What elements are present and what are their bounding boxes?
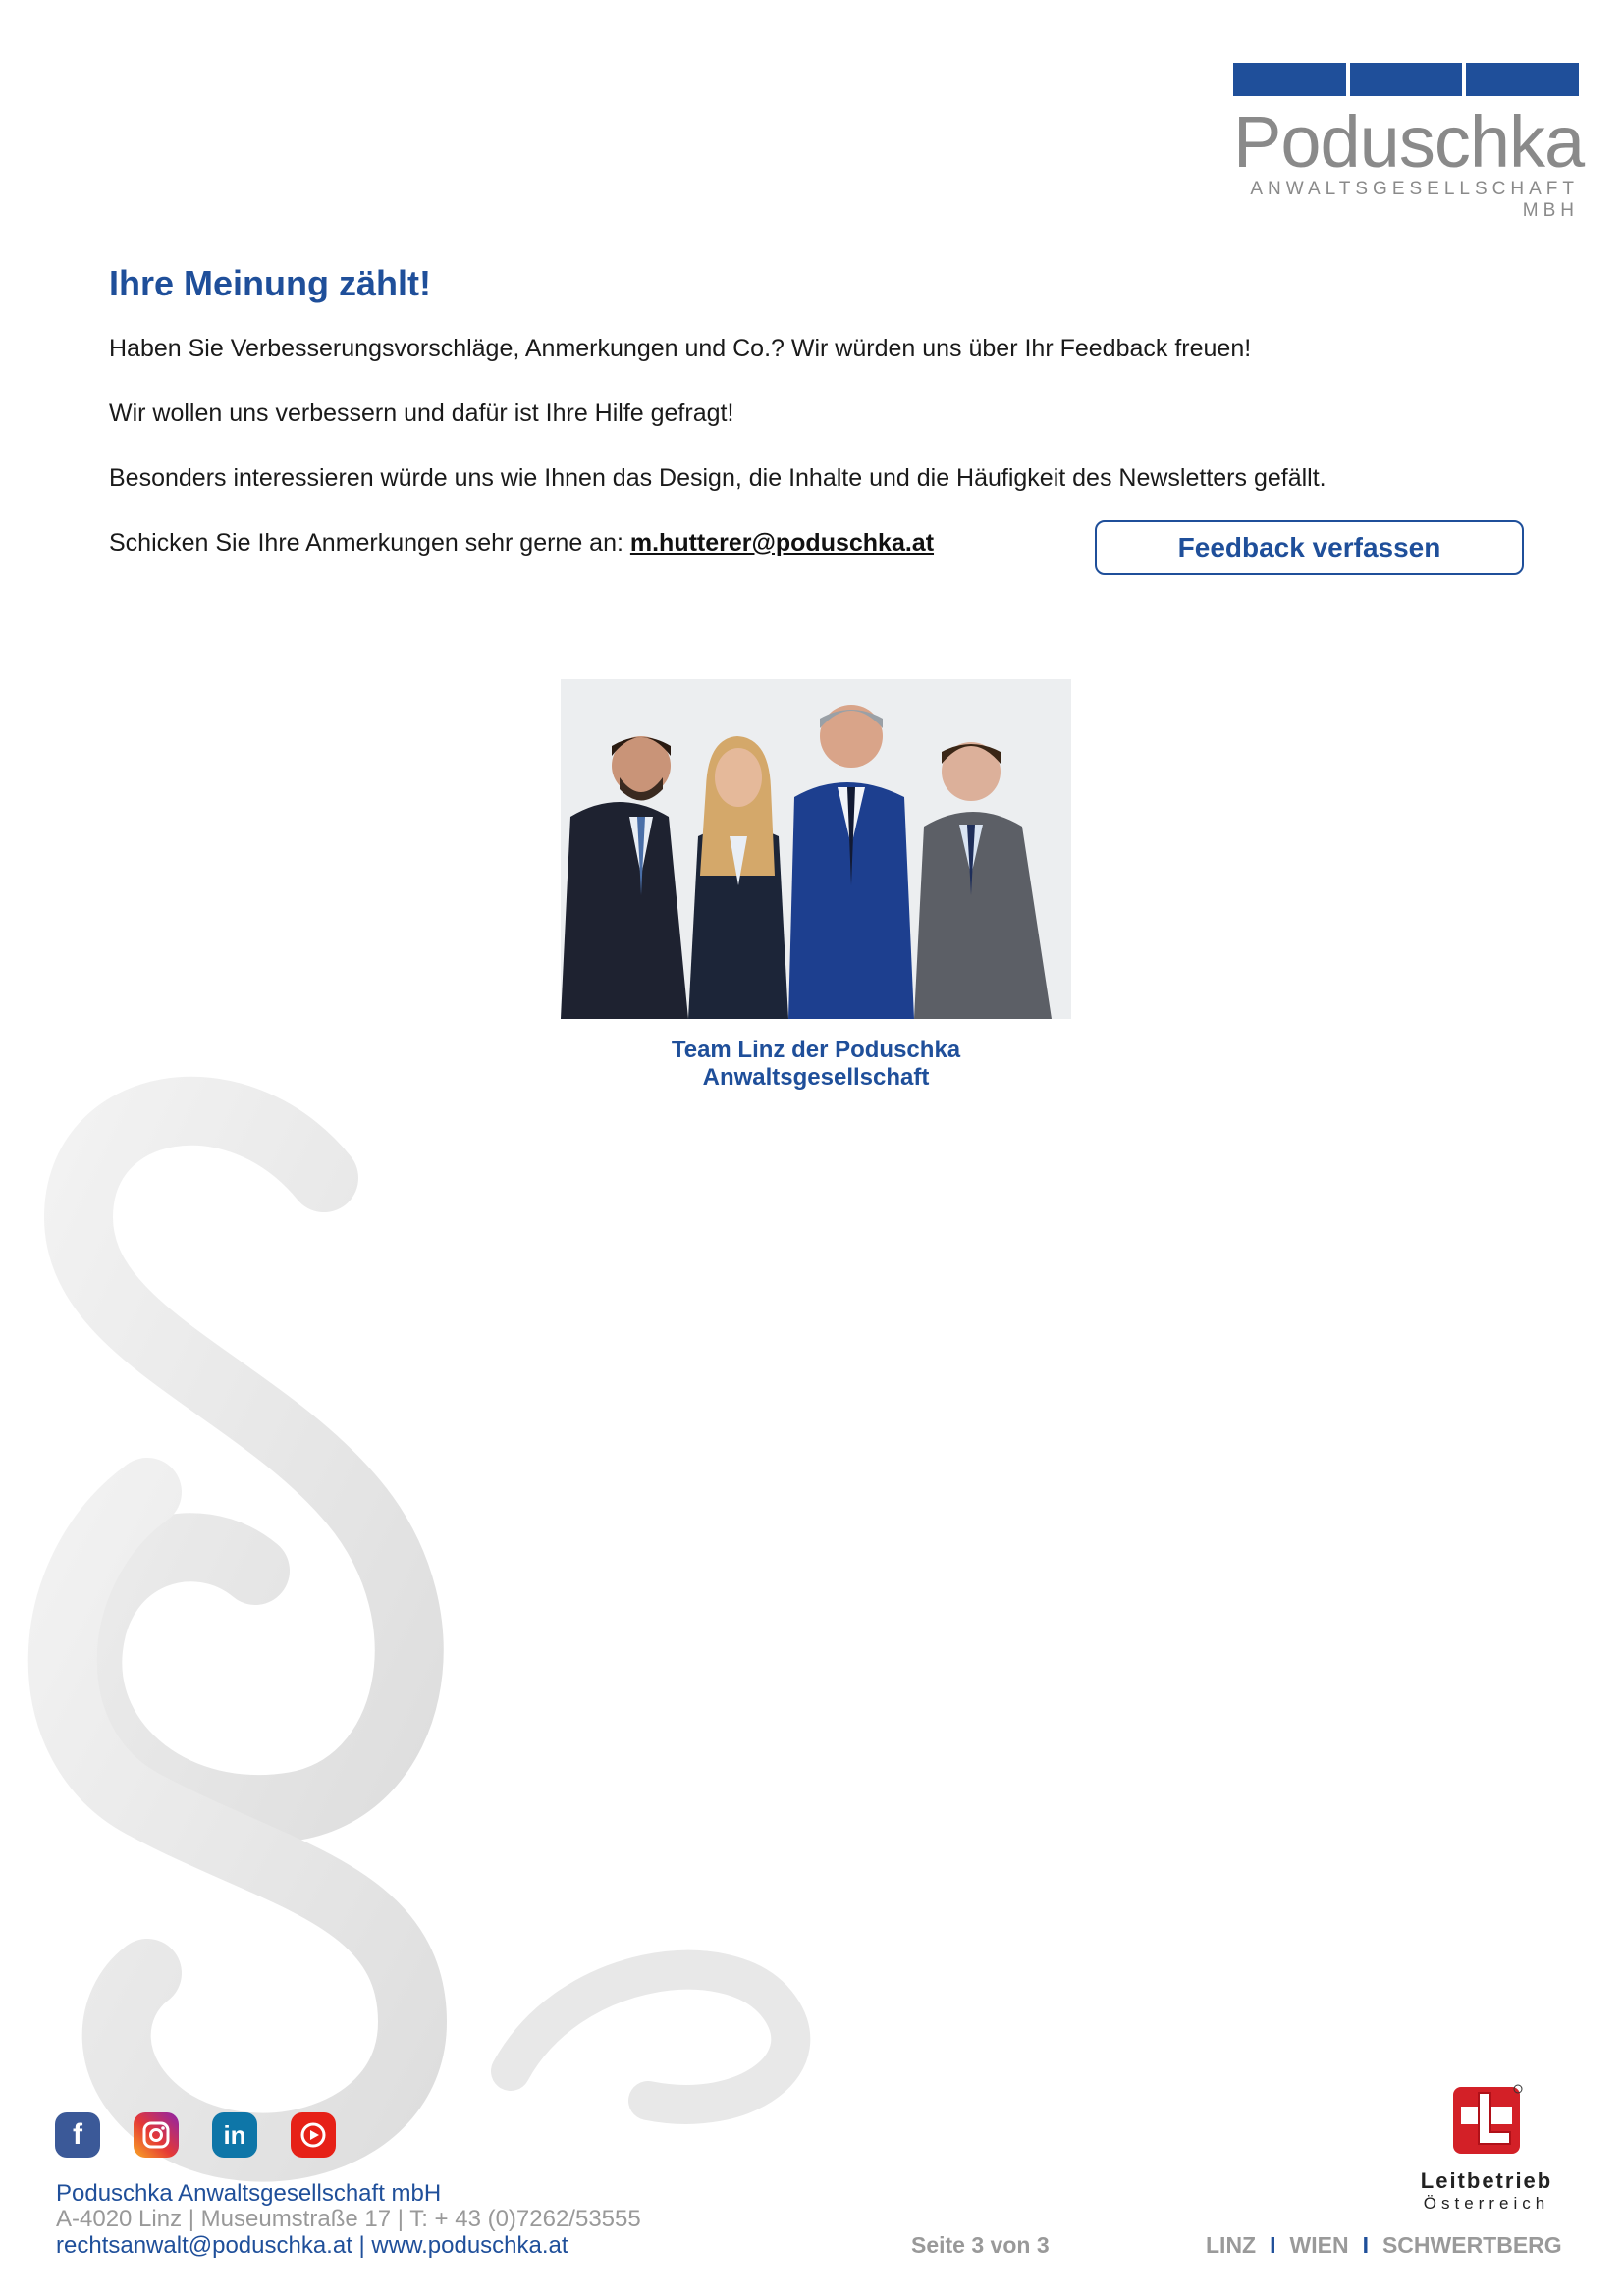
city-separator: I	[1362, 2232, 1369, 2258]
company-contact[interactable]: rechtsanwalt@poduschka.at | www.poduschka.at	[56, 2231, 568, 2259]
company-info	[56, 2181, 641, 2259]
paragraph-1: Haben Sie Verbesserungsvorschläge, Anmerkungen und Co.? Wir würden uns über Ihr Feedback freuen!	[109, 335, 1252, 362]
city-wien: WIEN	[1289, 2232, 1349, 2258]
city-list	[1206, 2232, 1562, 2259]
leitbetrieb-line-2: Österreich	[1423, 2194, 1550, 2213]
leitbetrieb-badge	[1398, 2083, 1575, 2214]
leitbetrieb-logo-icon	[1449, 2083, 1524, 2158]
logo-bar	[1233, 63, 1579, 96]
logo-subtitle: ANWALTSGESELLSCHAFT MBH	[1250, 179, 1579, 221]
leitbetrieb-line-1: Leitbetrieb	[1420, 2168, 1553, 2193]
social-icons	[55, 2112, 336, 2158]
team-photo	[561, 679, 1071, 1019]
section-title: Ihre Meinung zählt!	[109, 263, 431, 303]
photo-caption: Team Linz der Poduschka Anwaltsgesellschaft	[671, 1037, 961, 1091]
team-photo-illustration	[561, 679, 1071, 1019]
city-separator: I	[1270, 2232, 1276, 2258]
page-number: Seite 3 von 3	[911, 2232, 1050, 2258]
paragraph-3: Besonders interessieren würde uns wie Ihnen das Design, die Inhalte und die Häufigkeit des Newsletters gefällt.	[109, 464, 1326, 492]
facebook-icon[interactable]: f	[55, 2112, 100, 2158]
company-name: Poduschka Anwaltsgesellschaft mbH	[56, 2180, 442, 2207]
linkedin-icon[interactable]: in	[212, 2112, 257, 2158]
email-link[interactable]: m.hutterer@poduschka.at	[629, 529, 935, 557]
instagram-icon[interactable]	[134, 2112, 179, 2158]
city-linz: LINZ	[1206, 2232, 1257, 2258]
poduschka-logo	[1233, 63, 1585, 222]
logo-name: Poduschka	[1233, 101, 1585, 183]
paragraph-2: Wir wollen uns verbessern und dafür ist Ihre Hilfe gefragt!	[109, 400, 734, 427]
paragraph-watermark-icon	[0, 1060, 884, 2238]
youtube-icon[interactable]	[291, 2112, 336, 2158]
company-address: A-4020 Linz | Museumstraße 17 | T: + 43 (0)7262/53555	[56, 2206, 641, 2233]
paragraph-4-text: Schicken Sie Ihre Anmerkungen sehr gerne an:	[109, 529, 630, 557]
city-schwertberg: SCHWERTBERG	[1381, 2232, 1562, 2258]
feedback-button[interactable]: Feedback verfassen	[1095, 520, 1524, 575]
